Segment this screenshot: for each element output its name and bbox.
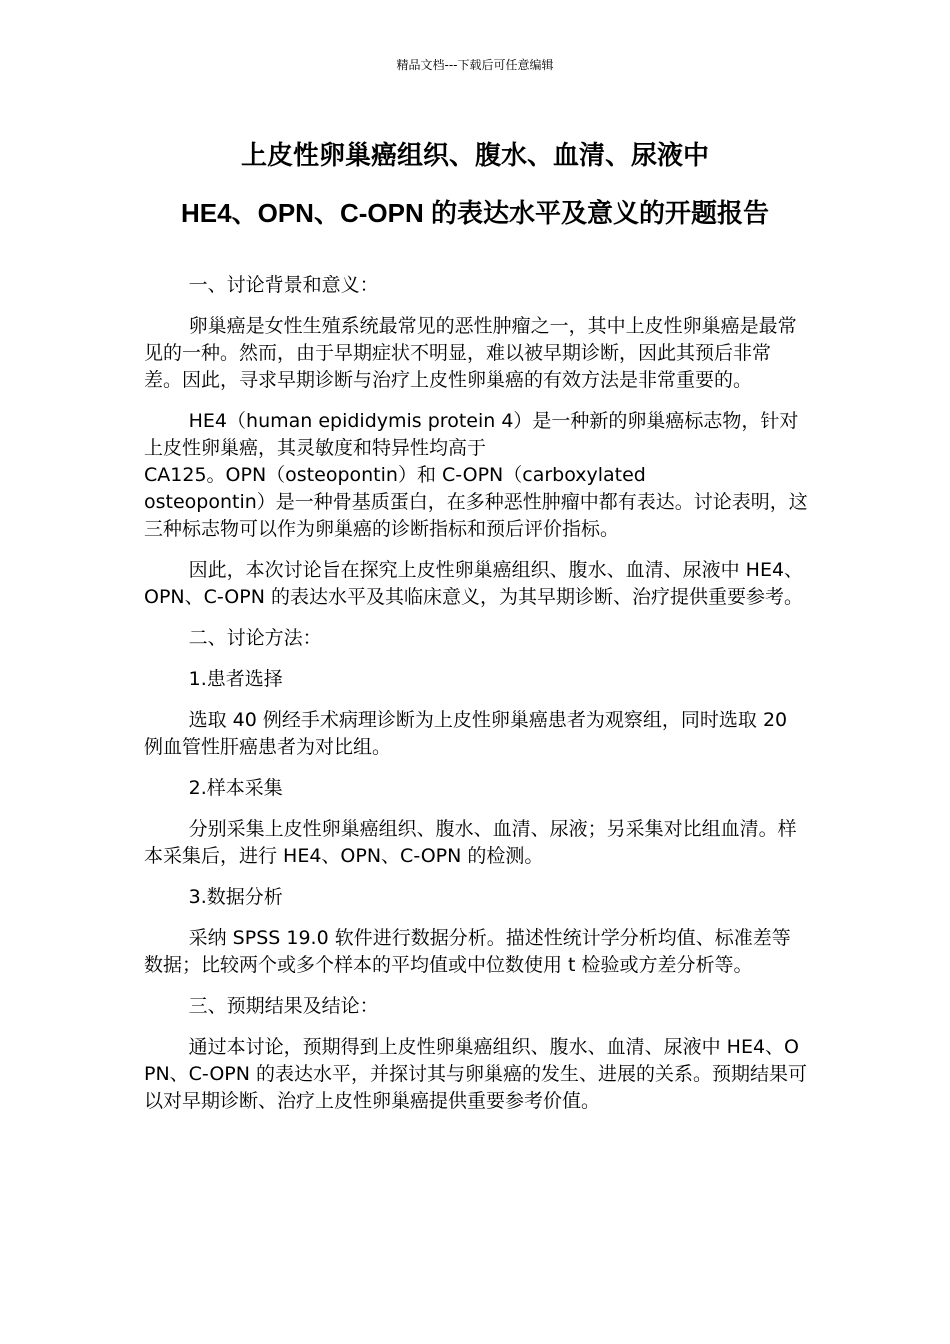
section-3-heading: 三、预期结果及结论： <box>188 995 379 1017</box>
section-1-paragraph-2 <box>144 408 808 543</box>
section-1-heading: 一、讨论背景和意义： <box>188 274 379 296</box>
document-title-line-2: HE4、OPN、C-OPN 的表达水平及意义的开题报告 <box>181 198 769 228</box>
section-3-paragraph-1: 通过本讨论，预期得到上皮性卵巢癌组织、腹水、血清、尿液中 HE4、OPN、C-OPN 的表达水平，并探讨其与卵巢癌的发生、进展的关系。预期结果可以对早期诊断、治疗上皮性卵巢癌提供重要参考价值。 <box>144 1036 807 1112</box>
section-2-subheading-3: 3.数据分析 <box>188 886 283 908</box>
section-2-subheading-1: 1.患者选择 <box>188 668 283 690</box>
document-title-line-1: 上皮性卵巢癌组织、腹水、血清、尿液中 <box>240 140 709 170</box>
section-1-paragraph-1: 卵巢癌是女性生殖系统最常见的恶性肿瘤之一，其中上皮性卵巢癌是最常见的一种。然而，由于早期症状不明显，难以被早期诊断，因此其预后非常差。因此，寻求早期诊断与治疗上皮性卵巢癌的有效方法是非常重要的。 <box>144 315 797 391</box>
section-2-paragraph-1: 选取 40 例经手术病理诊断为上皮性卵巢癌患者为观察组，同时选取 20 例血管性肝癌患者为对比组。 <box>144 709 788 758</box>
section-2-paragraph-2: 分别采集上皮性卵巢癌组织、腹水、血清、尿液；另采集对比组血清。样本采集后，进行 HE4、OPN、C-OPN 的检测。 <box>144 818 797 867</box>
section-2-heading: 二、讨论方法： <box>188 627 322 649</box>
section-1-paragraph-2-line-2: CA125。OPN（osteopontin）和 C-OPN（carboxylated <box>144 464 646 486</box>
document-body <box>144 272 808 1129</box>
section-1-paragraph-3: 因此，本次讨论旨在探究上皮性卵巢癌组织、腹水、血清、尿液中 HE4、OPN、C-OPN 的表达水平及其临床意义，为其早期诊断、治疗提供重要参考。 <box>144 559 804 608</box>
section-2-subheading-2: 2.样本采集 <box>188 777 283 799</box>
section-2-paragraph-3: 采纳 SPSS 19.0 软件进行数据分析。描述性统计学分析均值、标准差等数据；比较两个或多个样本的平均值或中位数使用 t 检验或方差分析等。 <box>144 927 791 976</box>
section-1-paragraph-2-line-1: HE4（human epididymis protein 4）是一种新的卵巢癌标志物，针对上皮性卵巢癌，其灵敏度和特异性均高于 <box>144 410 799 459</box>
section-1-paragraph-2-line-3: osteopontin）是一种骨基质蛋白，在多种恶性肿瘤中都有表达。讨论表明，这三种标志物可以作为卵巢癌的诊断指标和预后评价指标。 <box>144 491 808 540</box>
header-note: 精品文档---下载后可任意编辑 <box>396 58 554 72</box>
